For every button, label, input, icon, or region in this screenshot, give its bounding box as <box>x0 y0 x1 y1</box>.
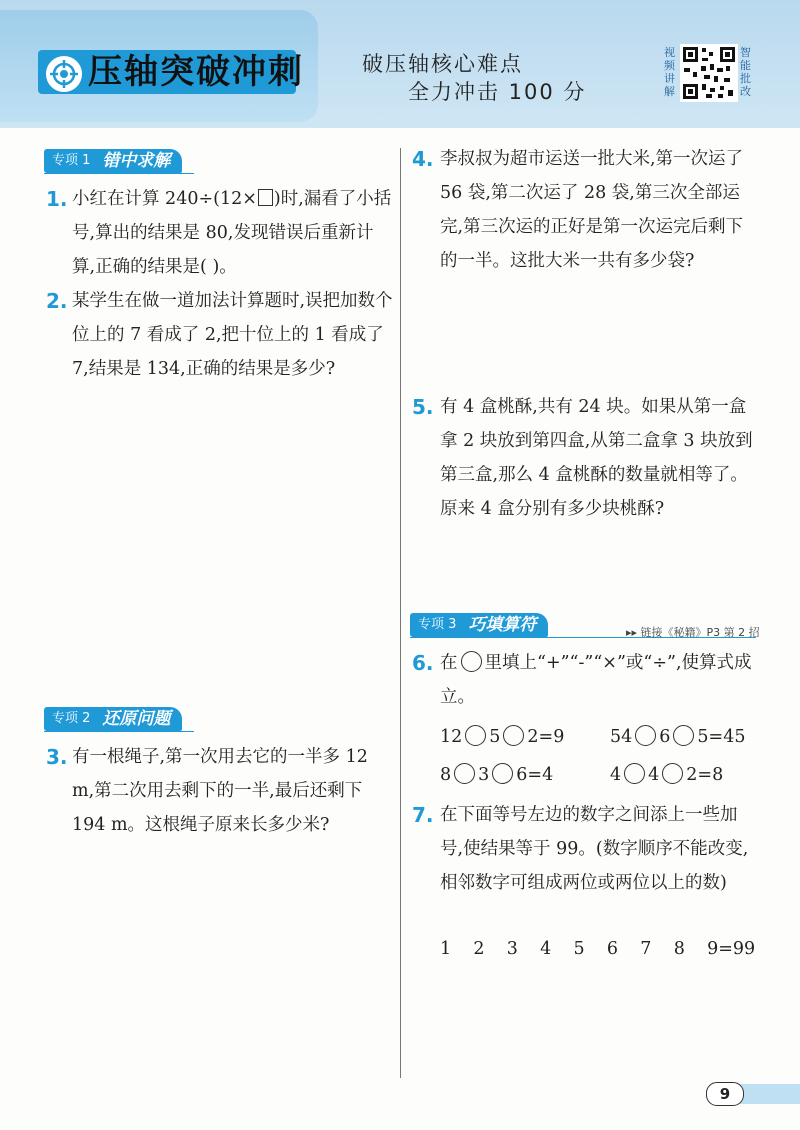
question-2: 某学生在做一道加法计算题时,误把加数个位上的 7 看成了 2,把十位上的 1 看成了 7,结果是 134,正确的结果是多少? <box>72 291 393 379</box>
question-number: 3. <box>46 745 68 769</box>
section-prefix: 专项 1 <box>44 149 96 173</box>
section-title: 巧填算符 <box>462 613 548 637</box>
operator-circle-icon[interactable] <box>503 725 524 746</box>
eq-result: 2=9 <box>527 727 565 747</box>
equation-row <box>440 760 553 790</box>
section-underline <box>44 173 194 174</box>
section-title: 错中求解 <box>96 149 182 173</box>
question-3: 有一根绳子,第一次用去它的一半多 12 m,第二次用去剩下的一半,最后还剩下 194 m。这根绳子原来长多少米? <box>72 747 368 835</box>
slogan-line-1: 破压轴核心难点 <box>362 52 523 76</box>
qr-code-icon[interactable] <box>680 44 738 102</box>
blank-box-icon <box>258 189 273 206</box>
eq-number: 4 <box>648 765 660 785</box>
operator-circle-icon[interactable] <box>662 763 683 784</box>
operator-circle-icon[interactable] <box>635 725 656 746</box>
question-number: 5. <box>412 395 434 419</box>
section-underline <box>44 731 194 732</box>
link-note[interactable]: ▸▸ 链接《秘籍》P3 第 2 招 <box>626 626 760 639</box>
question-number: 2. <box>46 289 68 313</box>
target-icon <box>44 54 84 94</box>
eq-number: 12 <box>440 727 463 747</box>
question-text: )时,漏看了小括号,算出的结果是 80,发现错误后重新计算,正确的结果是( )。 <box>72 189 392 277</box>
question-number: 6. <box>412 651 434 675</box>
section-prefix: 专项 3 <box>410 613 462 637</box>
operator-circle-icon[interactable] <box>624 763 645 784</box>
section-tag-2 <box>44 706 182 732</box>
eq-number: 6 <box>659 727 671 747</box>
question-number: 4. <box>412 147 434 171</box>
question-text: 小红在计算 240÷(12× <box>72 189 257 209</box>
section-tag-3 <box>410 612 548 638</box>
eq-number: 8 <box>440 765 452 785</box>
slogan-line-2: 全力冲击 100 分 <box>408 80 587 104</box>
number-sequence: 1 2 3 4 5 6 7 8 9=99 <box>440 939 756 959</box>
question-text: 在 <box>440 653 458 673</box>
eq-number: 3 <box>478 765 490 785</box>
eq-result: 2=8 <box>686 765 724 785</box>
operator-circle-icon <box>461 651 482 672</box>
qr-right-label: 智能批改 <box>740 46 751 98</box>
question-text: 里填上“+”“-”“×”或“÷”,使算式成立。 <box>440 653 752 707</box>
equation-row <box>440 722 564 752</box>
question-4: 李叔叔为超市运送一批大米,第一次运了 56 袋,第二次运了 28 袋,第三次全部运完,第三次运的正好是第一次运完后剩下的一半。这批大米一共有多少袋? <box>440 149 744 271</box>
question-5: 有 4 盒桃酥,共有 24 块。如果从第一盒拿 2 块放到第四盒,从第二盒拿 3 块放到第三盒,那么 4 盒桃酥的数量就相等了。原来 4 盒分别有多少块桃酥? <box>440 397 753 519</box>
equation-row <box>610 722 746 752</box>
eq-number: 54 <box>610 727 633 747</box>
eq-result: 5=45 <box>697 727 746 747</box>
question-number: 7. <box>412 803 434 827</box>
operator-circle-icon[interactable] <box>492 763 513 784</box>
operator-circle-icon[interactable] <box>673 725 694 746</box>
operator-circle-icon[interactable] <box>465 725 486 746</box>
question-7: 在下面等号左边的数字之间添上一些加号,使结果等于 99。(数字顺序不能改变,相邻数字可组成两位或两位以上的数) <box>440 805 749 893</box>
eq-number: 4 <box>610 765 622 785</box>
question-1 <box>72 182 394 284</box>
section-tag-1 <box>44 148 182 174</box>
operator-circle-icon[interactable] <box>454 763 475 784</box>
equation-row <box>610 760 723 790</box>
column-divider <box>400 148 401 1078</box>
question-6 <box>440 646 760 714</box>
section-prefix: 专项 2 <box>44 707 96 731</box>
eq-result: 6=4 <box>516 765 554 785</box>
qr-block <box>664 44 756 106</box>
page-number: 9 <box>706 1082 744 1106</box>
qr-left-label: 视频讲解 <box>664 46 675 98</box>
question-number: 1. <box>46 187 68 211</box>
brand-title: 压轴突破冲刺 <box>88 52 304 92</box>
section-title: 还原问题 <box>96 707 182 731</box>
eq-number: 5 <box>489 727 501 747</box>
